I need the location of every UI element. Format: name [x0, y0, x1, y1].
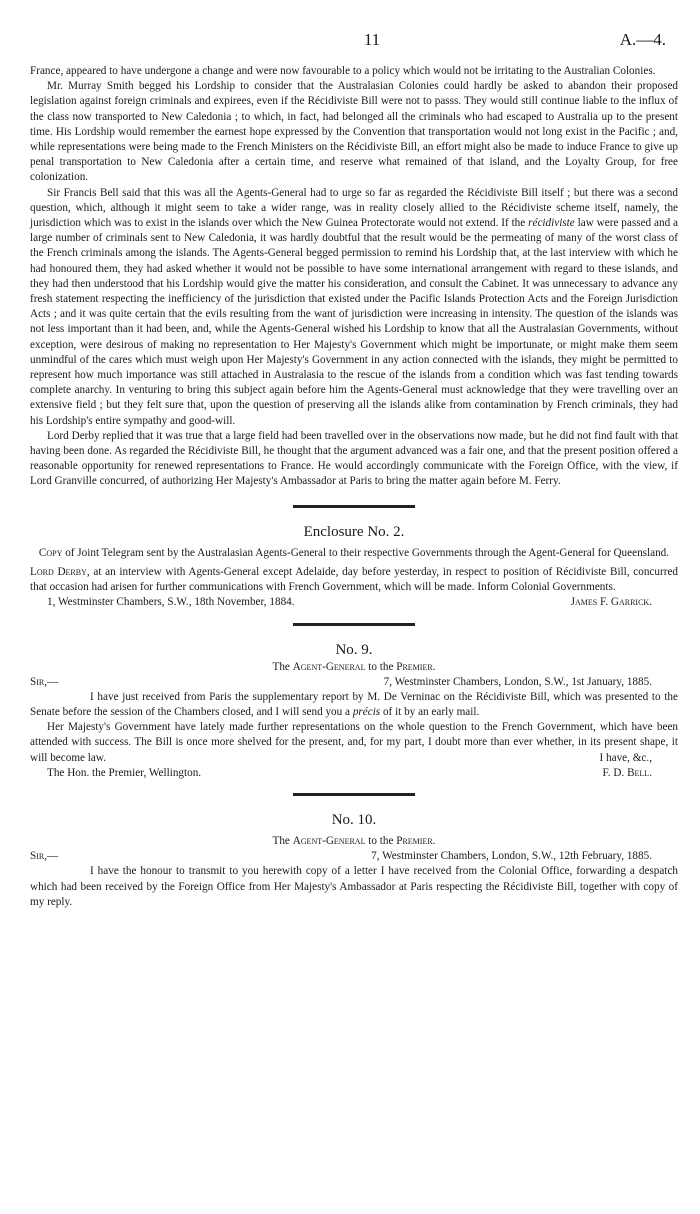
salutation: Sir,— — [30, 675, 59, 688]
lead-name: Lord Derby — [30, 565, 87, 578]
heading-text: of Joint Telegram sent by the Australasian Agents-General to their respective Governments through the Agent-General for Queensland. — [65, 546, 670, 559]
section-title: No. 10. — [331, 812, 377, 829]
dateline: 7, Westminster Chambers, London, S.W., 1st January, 1885. — [383, 675, 652, 688]
letter-footer — [30, 766, 678, 781]
closing: I have, &c., — [599, 751, 652, 764]
paragraph: France, appeared to have undergone a change and were now favourable to a policy which would not be irritating to the Australian Colonies. — [30, 65, 656, 77]
page-number: 11 — [363, 30, 381, 49]
italic-term: précis — [352, 705, 381, 718]
letter-no-10 — [30, 810, 678, 910]
enclosure-heading — [30, 546, 678, 561]
page-content — [30, 64, 678, 910]
paragraph: Mr. Murray Smith begged his Lordship to consider that the Australasian Colonies could hardly be asked to abandon their proposed legislation against foreign criminals and expirees, even if the Récidiviste Bill were not to passs. They would still continue liable to the influx of the class now transported to New Caledonia ; to which, in fact, had belonged all the criminals who had escaped to Australia up to the present time. His Lordship would remember the earnest hope expressed by the Convention that transportation would not long exist in the Pacific ; and, while representations were being made to the French Ministers on the Récidiviste Bill, an effort might also be made to induce France to give up penal transportation to New Caledonia after a certain time, and reserve what remained of that island, and the Loyalty Group, for free colonization. — [30, 80, 678, 184]
enclosure-section — [30, 522, 678, 611]
address: 1, Westminster Chambers, S.W., 18th November, 1884. — [47, 596, 295, 609]
paragraph-text: of it by an early mail. — [382, 705, 480, 718]
paragraph — [30, 690, 678, 720]
letter-no-9 — [30, 640, 678, 782]
subtitle-text: The — [272, 835, 290, 848]
copy-label: Copy — [38, 546, 63, 559]
section-title: No. 9. — [335, 641, 373, 658]
letter-subtitle — [30, 660, 678, 675]
telegram-body — [30, 565, 678, 595]
paragraph: Her Majesty's Government have lately made further representations on the whole question to the French Government, which have been attended with success. The Bill is once more shelved for the present, and, for my part, I doubt more than ever whether, in its present shape, it will become law. — [30, 721, 678, 764]
subtitle-text: The — [272, 660, 290, 673]
subtitle-sender: Agent-General — [292, 835, 366, 848]
paragraph: Lord Derby replied that it was true that a large field had been travelled over in the observations now made, but he did not find fault with that having been done. As regarded the Récidiviste Bill, he thought that the argument advanced was a fair one, and that the present position offered a reasonable opportunity for renewed representations to France. He would accordingly communicate with the Foreign Office, with the view, if Lord Granville concurred, of authorizing Her Majesty's Ambassador at Paris to bring the matter again before M. Ferry. — [30, 429, 678, 488]
subtitle-sender: Agent-General — [292, 660, 366, 673]
subtitle-recipient: Premier. — [396, 660, 436, 673]
addressee: The Hon. the Premier, Wellington. — [47, 766, 202, 779]
salutation: Sir,— — [30, 850, 59, 863]
telegram-text: , at an interview with Agents-General except Adelaide, day before yesterday, in respect to position of Récidiviste Bill, concurred that occasion had arisen for further communications with French Government, which will be made. Inform Colonial Governments. — [30, 565, 678, 594]
subtitle-recipient: Premier. — [396, 835, 436, 848]
paragraph-text: Sir Francis Bell said that this was all the Agents-General had to urge so far as regarded the Récidiviste Bill itself ; but there was a second question, which, although it might seem to take a wider range, was in reality closely allied to the Récidiviste scheme itself, namely, the jurisdiction which was to exist in the islands over which the New Guinea Protectorate would not extend. If the — [30, 186, 678, 230]
paragraph-text: I have just received from Paris the supplementary report by M. De Verninac on the Récidiviste Bill, which was presented to the Senate before the session of the Chambers closed, and I will send you a — [30, 690, 678, 718]
section-title: Enclosure No. 2. — [303, 523, 405, 540]
signature: F. D. Bell. — [602, 766, 652, 779]
dateline: 7, Westminster Chambers, London, S.W., 12th February, 1885. — [371, 850, 652, 863]
paragraph: I have the honour to transmit to you herewith copy of a letter I have received from the Colonial Office, forwarding a despatch which had been received by the Foreign Office from Her Majesty's Ambassador at Paris respecting the Récidiviste Bill, together with copy of my reply. — [30, 865, 678, 908]
paragraph — [30, 186, 678, 429]
telegram-footer — [30, 595, 678, 610]
signature: James F. Garrick. — [570, 596, 652, 609]
document-reference: A.—4. — [619, 30, 666, 49]
letter-dateline-row — [30, 675, 678, 690]
subtitle-text: to the — [368, 835, 394, 848]
paragraph-text: law were passed and a large number of criminals sent to New Caledonia, it was hardly doubtful that the result would be the permeating of many of the worst class of the French criminals among the islands. The Agents-General begged permission to remind his Lordship that, at the last interview with which he had honoured them, they had asked whether it would not be possible to have some international arrangement with regard to these islands, and they had then understood that his Lordship would give the matter his consideration, and consult the Cabinet. It was unnecessary to advance any fresh statement respecting the inefficiency of the jurisdiction that existed under the Pacific Islands Protection Acts and the Foreign Jurisdiction Acts ; and it was quite certain that the evils resulting from the want of jurisdiction were increasing in intensity. The question of the islands was not less important than it had been, and, while the Agents-General wished his Lordship to know that all the Australasian Governments, without exception, were desirous of making no representation to Her Majesty's Government which might be importunate, or might make them seem unmindful of the cares which must weigh upon Her Majesty's Government in any action connected with the islands, they might be permitted to represent how much importance was still attached in Australasia to the rescue of the islands from a condition which was fast tending towards complete anarchy. In venturing to bring this subject again before him the Agents-General must acknowledge that they were travelling over an extensive field ; but they felt sure that, upon the question of preserving all the islands alike from contamination by French criminals, they had his Lordship's entire sympathy and good-will. — [30, 217, 679, 427]
letter-subtitle — [30, 834, 678, 849]
letter-dateline-row — [30, 849, 678, 864]
interview-continuation — [30, 64, 678, 490]
subtitle-text: to the — [368, 660, 394, 673]
italic-term: récidiviste — [528, 217, 575, 230]
running-header — [30, 30, 670, 50]
